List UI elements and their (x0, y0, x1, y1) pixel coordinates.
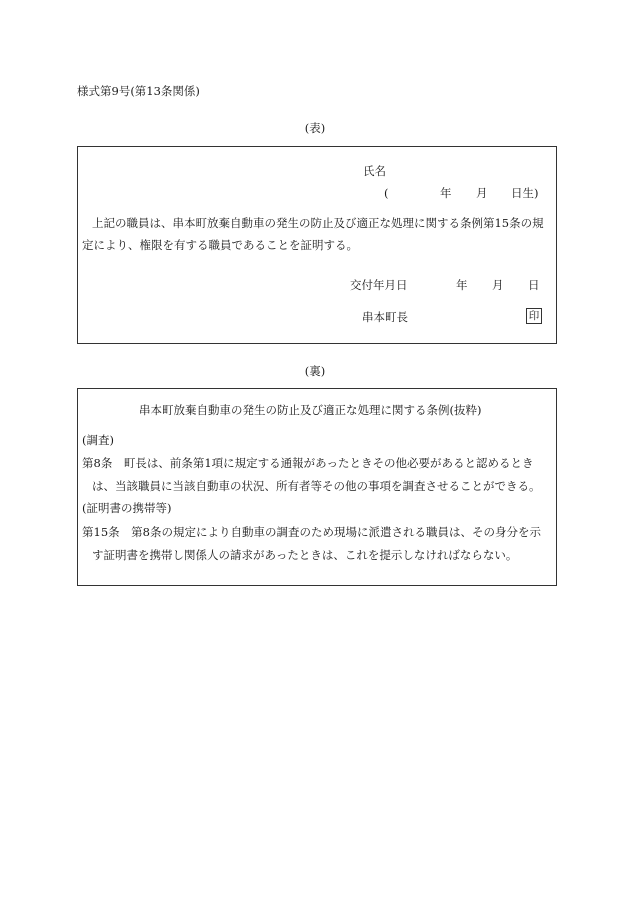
form-number: 様式第9号(第13条関係) (77, 84, 200, 98)
seal-mark: 印 (526, 308, 542, 324)
name-label: 氏名 (363, 164, 386, 178)
certification-text-line1: 上記の職員は、串本町放棄自動車の発生の防止及び適正な処理に関する条例第15条の規 (92, 216, 544, 230)
issue-day-label: 日 (528, 278, 540, 292)
birth-open-paren: ( (384, 186, 389, 200)
certification-text-line2: 定により、権限を有する職員であることを証明する。 (82, 238, 358, 252)
issue-date-label: 交付年月日 (350, 278, 408, 292)
article8-heading: (調査) (82, 433, 114, 447)
birth-year-label: 年 (440, 186, 452, 200)
birth-day-label: 日生) (511, 186, 539, 200)
article15-text-line1: 第15条 第8条の規定により自動車の調査のため現場に派遣される職員は、その身分を示 (82, 525, 541, 539)
front-side-label: (表) (304, 121, 326, 135)
issue-month-label: 月 (492, 278, 504, 292)
mayor-label: 串本町長 (362, 310, 408, 324)
birth-month-label: 月 (476, 186, 488, 200)
back-side-label: (裏) (304, 364, 326, 378)
issue-year-label: 年 (456, 278, 468, 292)
ordinance-title: 串本町放棄自動車の発生の防止及び適正な処理に関する条例(抜粋) (139, 403, 482, 417)
article8-text-line2: は、当該職員に当該自動車の状況、所有者等その他の事項を調査させることができる。 (92, 479, 541, 493)
article8-text-line1: 第8条 町長は、前条第1項に規定する通報があったときその他必要があると認めるとき (82, 456, 534, 470)
article15-text-line2: す証明書を携帯し関係人の請求があったときは、これを提示しなければならない。 (92, 548, 518, 562)
article15-heading: (証明書の携帯等) (82, 501, 172, 515)
